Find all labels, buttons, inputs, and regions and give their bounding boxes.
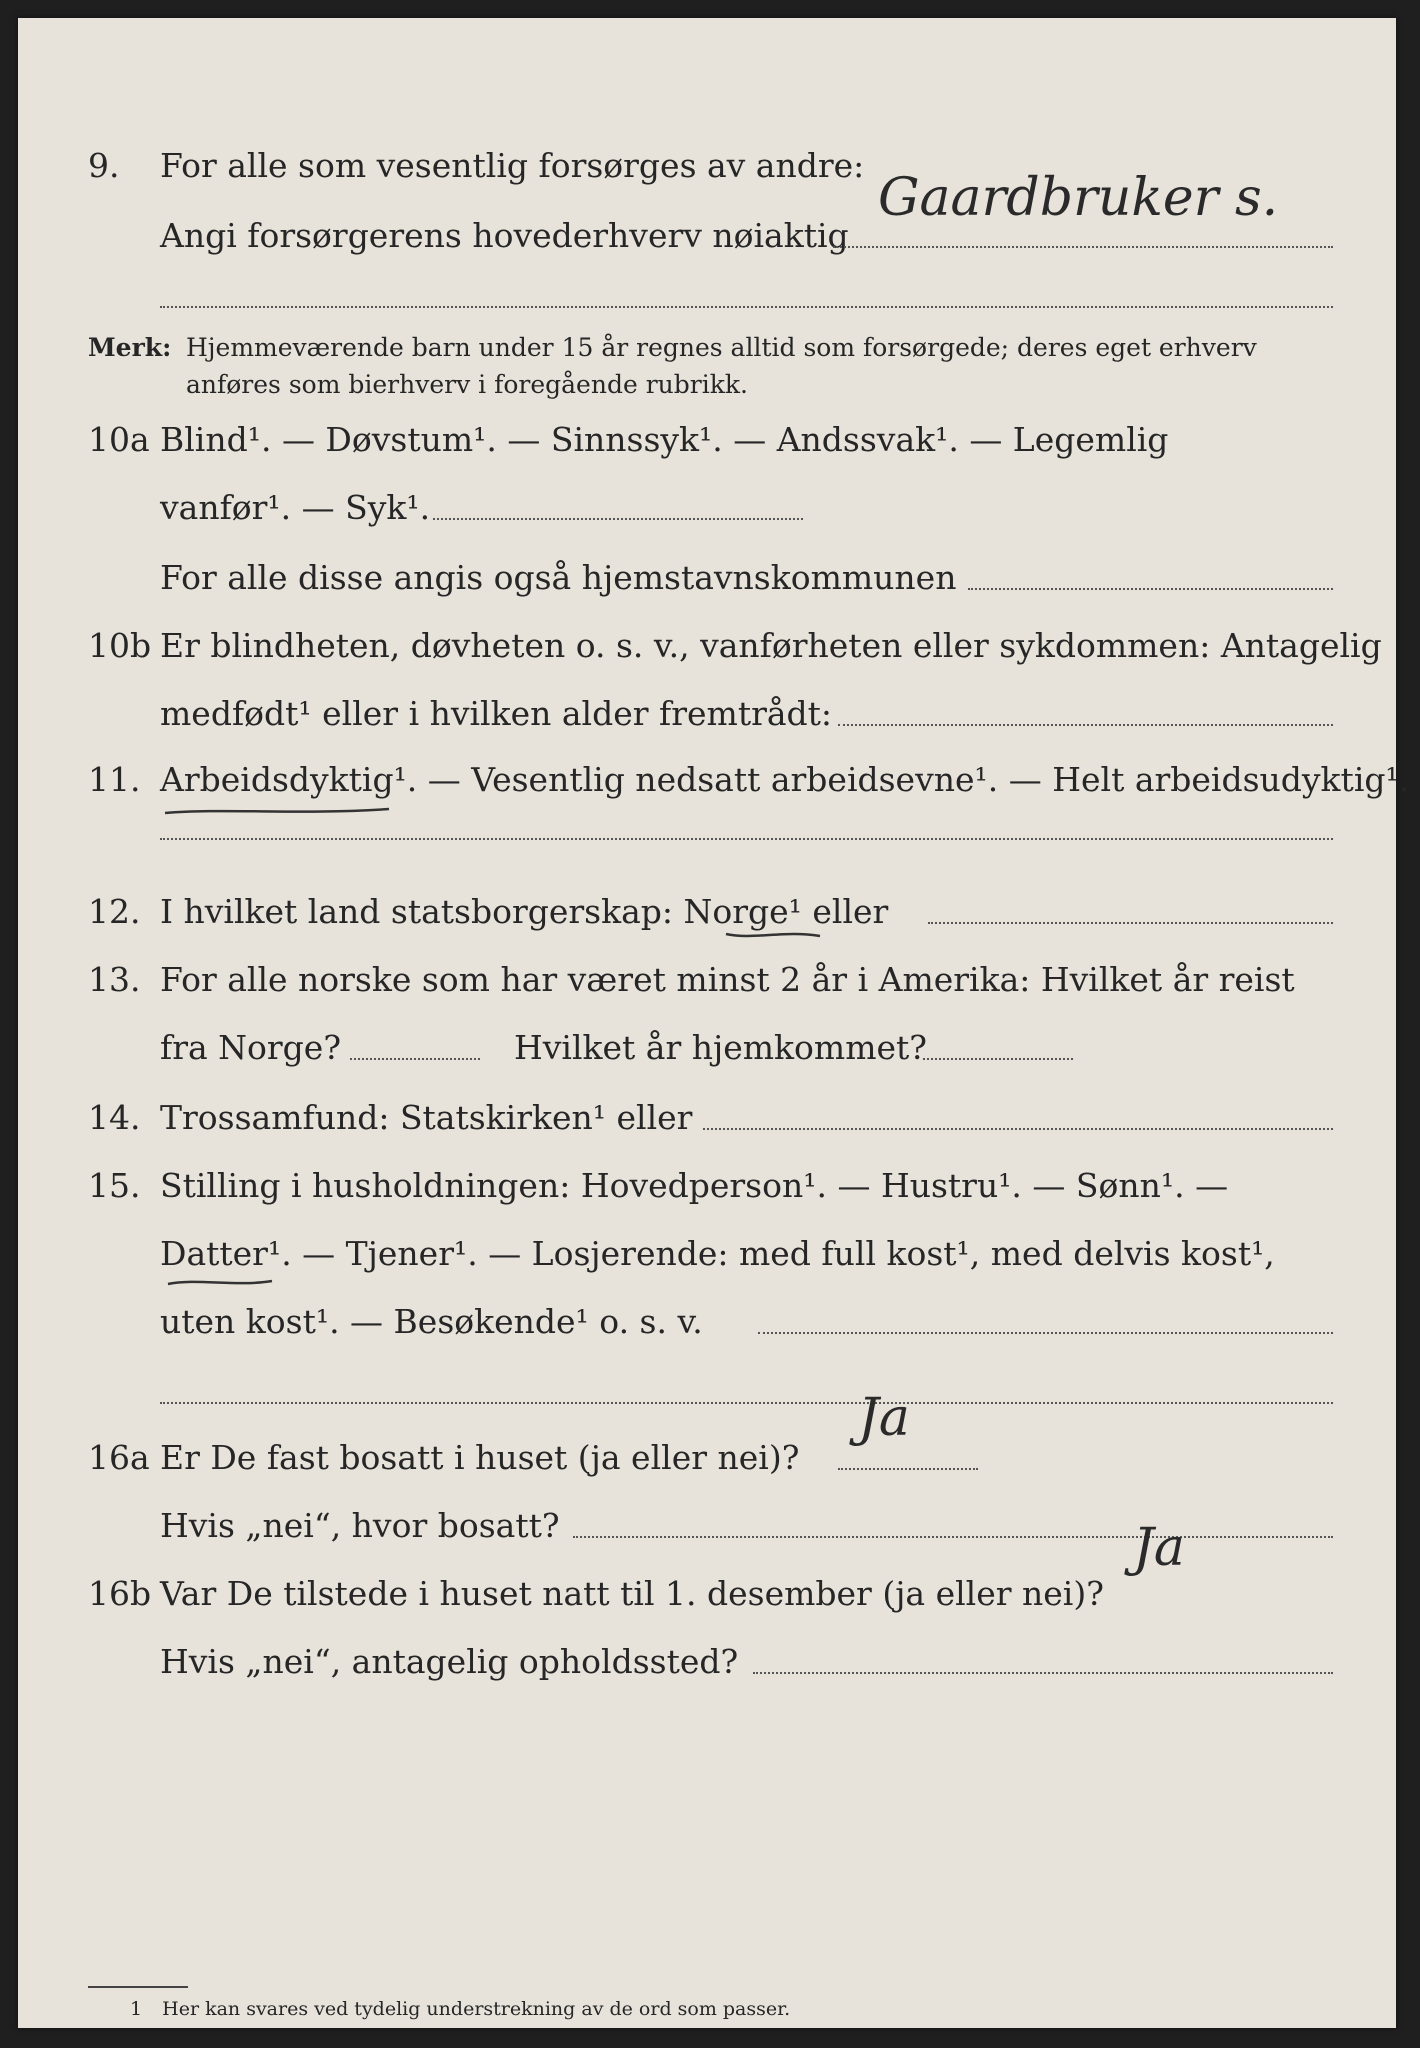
q16a-answer-line[interactable] bbox=[838, 1468, 978, 1470]
q10b-number: 10b bbox=[88, 626, 152, 665]
q13-line2a: fra Norge? bbox=[160, 1028, 342, 1067]
footnote-text: Her kan svares ved tydelig understrekning av de ord som passer. bbox=[162, 1998, 791, 2020]
q15-answer-line[interactable] bbox=[758, 1332, 1333, 1334]
q9-answer-line[interactable] bbox=[833, 246, 1333, 248]
q11-extra-line[interactable] bbox=[160, 838, 1333, 840]
q9-line2: Angi forsørgerens hovederhverv nøiaktig bbox=[160, 216, 849, 255]
census-form-page bbox=[18, 18, 1410, 2028]
q14-number: 14. bbox=[88, 1098, 141, 1137]
q10a-number: 10a bbox=[88, 420, 150, 459]
q16a-number: 16a bbox=[88, 1438, 150, 1477]
q9-handwritten-answer: Gaardbruker s. bbox=[878, 168, 1279, 228]
q10b-line2: medfødt¹ eller i hvilken alder fremtrådt: bbox=[160, 694, 833, 733]
q15-handwritten-underline bbox=[166, 1276, 276, 1290]
q12-answer-line[interactable] bbox=[928, 922, 1333, 924]
q16b-handwritten-answer: Ja bbox=[1133, 1518, 1185, 1578]
q10b-line1: Er blindheten, døvheten o. s. v., vanførheten eller sykdommen: Antagelig bbox=[160, 626, 1382, 665]
q16b-line2: Hvis „nei“, antagelig opholdssted? bbox=[160, 1642, 739, 1681]
q16a-handwritten-answer: Ja bbox=[858, 1388, 910, 1448]
q15-line1: Stilling i husholdningen: Hovedperson¹. — Hustru¹. — Sønn¹. — bbox=[160, 1166, 1229, 1205]
merk-label: Merk: bbox=[88, 333, 172, 362]
merk-line2: anføres som bierhverv i foregående rubrikk. bbox=[186, 370, 748, 399]
q12-number: 12. bbox=[88, 892, 141, 931]
q13-line2b: Hvilket år hjemkommet? bbox=[514, 1028, 927, 1067]
q11-handwritten-underline bbox=[163, 804, 393, 818]
q10b-answer-line[interactable] bbox=[838, 724, 1333, 726]
q15-line3: uten kost¹. — Besøkende¹ o. s. v. bbox=[160, 1302, 703, 1341]
q14-line1: Trossamfund: Statskirken¹ eller bbox=[160, 1098, 693, 1137]
q16b-opholdssted-line[interactable] bbox=[753, 1672, 1333, 1674]
q16a-bosatt-line[interactable] bbox=[573, 1536, 1333, 1538]
q10a-answer-line[interactable] bbox=[433, 518, 803, 520]
q11-line1: Arbeidsdyktig¹. — Vesentlig nedsatt arbeidsevne¹. — Helt arbeidsudyktig¹. bbox=[160, 760, 1410, 799]
q9-line1: For alle som vesentlig forsørges av andre: bbox=[160, 146, 865, 185]
q10a-line2: vanfør¹. — Syk¹. bbox=[160, 488, 431, 527]
q16b-number: 16b bbox=[88, 1574, 152, 1613]
q9-extra-line[interactable] bbox=[160, 306, 1333, 308]
q9-number: 9. bbox=[88, 146, 120, 185]
q16a-line1: Er De fast bosatt i huset (ja eller nei)? bbox=[160, 1438, 800, 1477]
q13-number: 13. bbox=[88, 960, 141, 999]
q14-answer-line[interactable] bbox=[703, 1128, 1333, 1130]
merk-line1: Hjemmeværende barn under 15 år regnes alltid som forsørgede; deres eget erhverv bbox=[186, 333, 1257, 362]
footnote bbox=[130, 1998, 790, 2020]
q15-extra-line[interactable] bbox=[160, 1402, 1333, 1404]
q13-hjemkommet-line[interactable] bbox=[923, 1058, 1073, 1060]
q15-line2: Datter¹. — Tjener¹. — Losjerende: med full kost¹, med delvis kost¹, bbox=[160, 1234, 1275, 1273]
q13-line1: For alle norske som har været minst 2 år i Amerika: Hvilket år reist bbox=[160, 960, 1295, 999]
footnote-rule bbox=[88, 1986, 188, 1988]
q11-number: 11. bbox=[88, 760, 141, 799]
q10a-line1: Blind¹. — Døvstum¹. — Sinnssyk¹. — Andssvak¹. — Legemlig bbox=[160, 420, 1169, 459]
q12-line1: I hvilket land statsborgerskap: Norge¹ eller bbox=[160, 892, 889, 931]
footnote-mark: 1 bbox=[130, 1998, 143, 2020]
q10a-hjemstavn-line[interactable] bbox=[968, 588, 1333, 590]
q12-handwritten-underline bbox=[724, 928, 824, 942]
q13-reist-line[interactable] bbox=[350, 1058, 480, 1060]
q10a-line3: For alle disse angis også hjemstavnskommunen bbox=[160, 558, 957, 597]
q15-number: 15. bbox=[88, 1166, 141, 1205]
q16a-line2: Hvis „nei“, hvor bosatt? bbox=[160, 1506, 560, 1545]
q16b-line1: Var De tilstede i huset natt til 1. desember (ja eller nei)? bbox=[160, 1574, 1104, 1613]
